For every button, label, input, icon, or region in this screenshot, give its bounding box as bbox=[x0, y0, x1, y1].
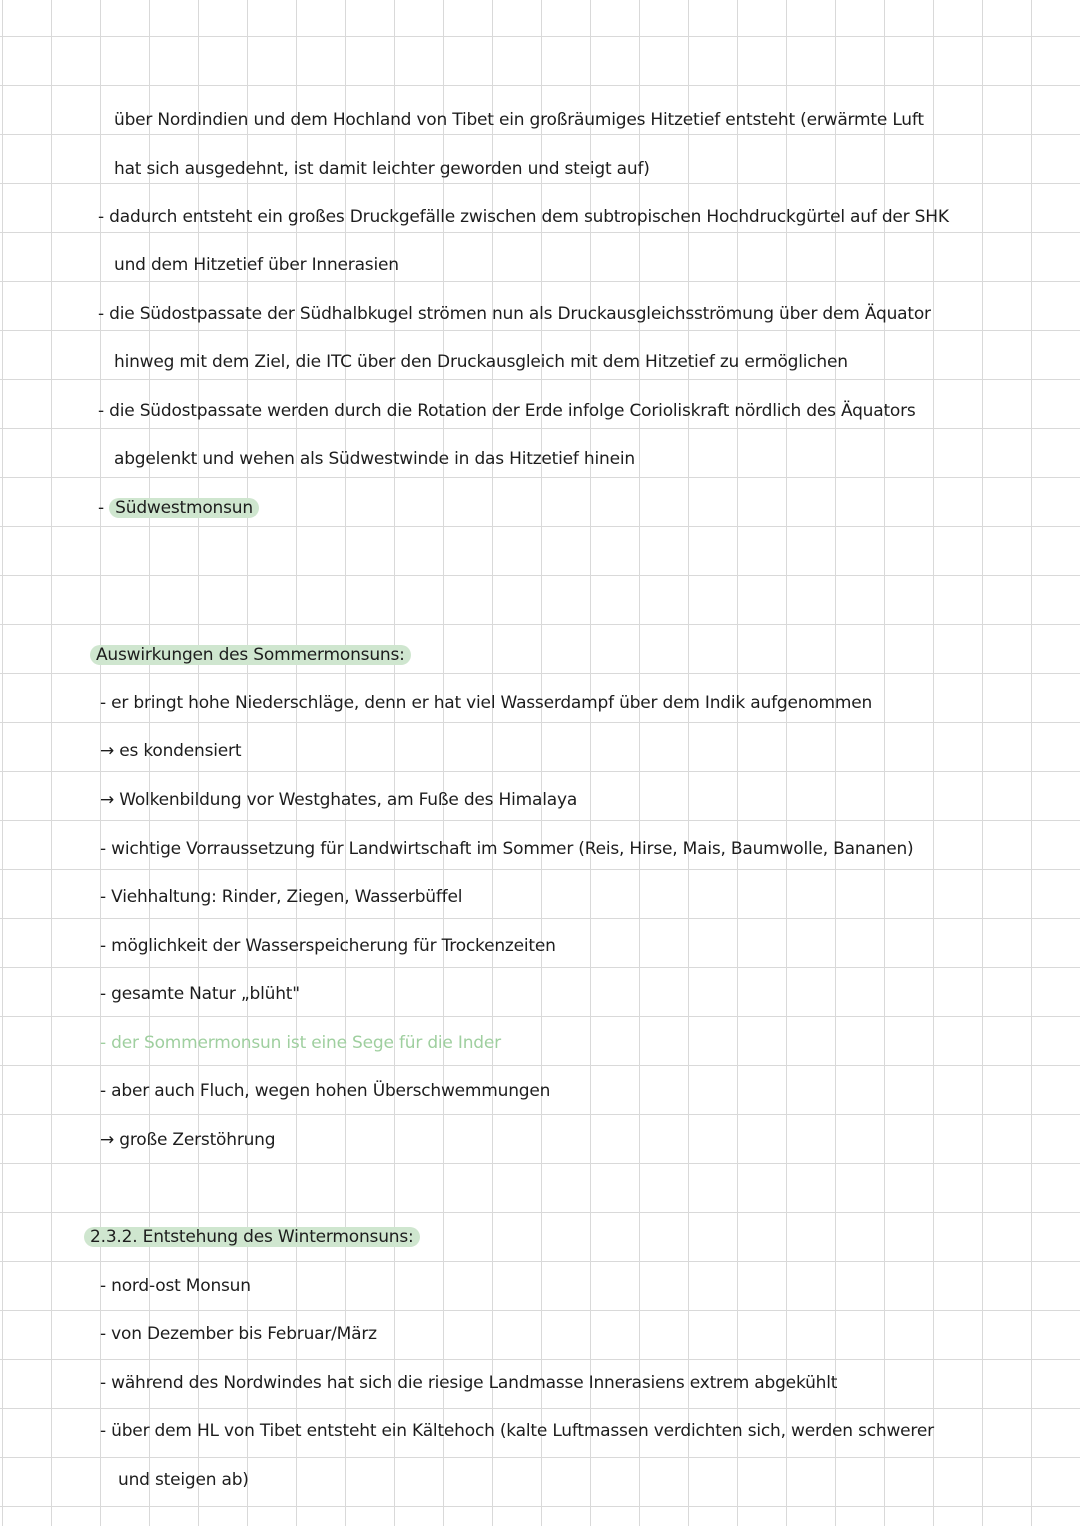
text-line: hat sich ausgedehnt, ist damit leichter geworden und steigt auf) bbox=[114, 159, 650, 179]
section-heading bbox=[84, 1225, 420, 1249]
highlighted-term: Südwestmonsun bbox=[109, 498, 259, 518]
bullet-item: - die Südostpassate werden durch die Rotation der Erde infolge Corioliskraft nördlich des Äquators bbox=[98, 401, 916, 421]
bullet-dash: - bbox=[98, 498, 104, 518]
text-line: und steigen ab) bbox=[118, 1470, 249, 1490]
heading-highlight: Auswirkungen des Sommermonsuns: bbox=[90, 645, 411, 665]
bullet-item: - von Dezember bis Februar/März bbox=[100, 1324, 377, 1344]
text-line: hinweg mit dem Ziel, die ITC über den Druckausgleich mit dem Hitzetief zu ermöglichen bbox=[114, 352, 848, 372]
text-line: abgelenkt und wehen als Südwestwinde in das Hitzetief hinein bbox=[114, 449, 635, 469]
bullet-item: - er bringt hohe Niederschläge, denn er hat viel Wasserdampf über dem Indik aufgenommen bbox=[100, 693, 873, 713]
green-note: - der Sommermonsun ist eine Sege für die Inder bbox=[100, 1033, 501, 1053]
bullet-item: - die Südostpassate der Südhalbkugel strömen nun als Druckausgleichsströmung über dem Äquator bbox=[98, 304, 931, 324]
bullet-item: - nord-ost Monsun bbox=[100, 1276, 251, 1296]
bullet-item: - während des Nordwindes hat sich die riesige Landmasse Innerasiens extrem abgekühlt bbox=[100, 1373, 838, 1393]
bullet-item: - aber auch Fluch, wegen hohen Überschwemmungen bbox=[100, 1081, 551, 1101]
bullet-item bbox=[98, 496, 259, 520]
heading-highlight: 2.3.2. Entstehung des Wintermonsuns: bbox=[84, 1227, 420, 1247]
bullet-item: - über dem HL von Tibet entsteht ein Kältehoch (kalte Luftmassen verdichten sich, werden schwerer bbox=[100, 1421, 934, 1441]
arrow-item: → Wolkenbildung vor Westghates, am Fuße des Himalaya bbox=[100, 790, 578, 810]
bullet-item: - Viehhaltung: Rinder, Ziegen, Wasserbüffel bbox=[100, 887, 463, 907]
bullet-item: - dadurch entsteht ein großes Druckgefälle zwischen dem subtropischen Hochdruckgürtel auf der SHK bbox=[98, 207, 949, 227]
bullet-item: - wichtige Vorraussetzung für Landwirtschaft im Sommer (Reis, Hirse, Mais, Baumwolle, Bananen) bbox=[100, 839, 914, 859]
bullet-item: - möglichkeit der Wasserspeicherung für Trockenzeiten bbox=[100, 936, 556, 956]
text-line: und dem Hitzetief über Innerasien bbox=[114, 255, 399, 275]
text-line: über Nordindien und dem Hochland von Tibet ein großräumiges Hitzetief entsteht (erwärmte Luft bbox=[114, 110, 924, 130]
section-heading bbox=[90, 643, 411, 667]
bullet-item: - gesamte Natur „blüht" bbox=[100, 984, 300, 1004]
arrow-item: → es kondensiert bbox=[100, 741, 242, 761]
arrow-item: → große Zerstöhrung bbox=[100, 1130, 276, 1150]
